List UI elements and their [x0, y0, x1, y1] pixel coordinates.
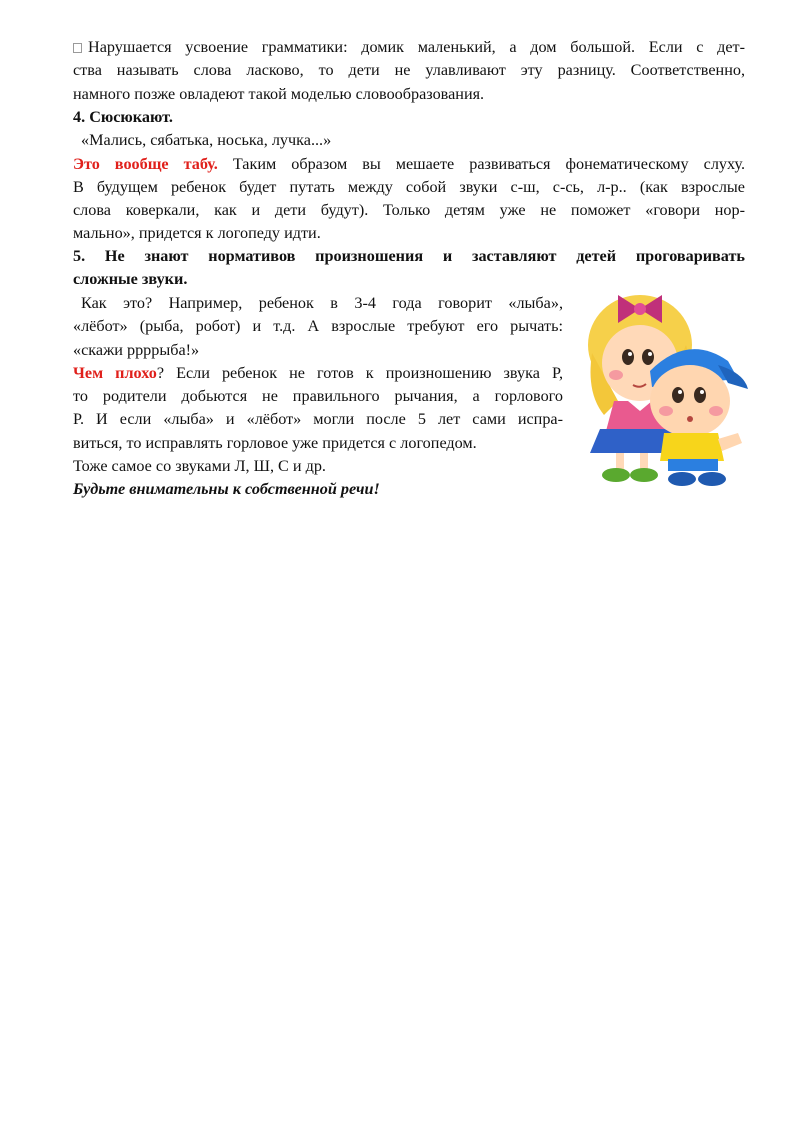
closing-note: Будьте внимательны к собственной речи! [73, 480, 380, 499]
grammar-paragraph [73, 36, 745, 106]
section-5-q-line-3: Р. И если «лыба» и «лёбот» могли после 5 лет сами испра- [73, 410, 563, 429]
section-5-heading-line-2: сложные звуки. [73, 270, 188, 289]
bullet-box-icon [73, 43, 82, 53]
section-5-line-1: Как это? Например, ребенок в 3-4 года говорит «лыба», [81, 294, 563, 312]
section-5-q-line-2: то родители добьются не правильного рычания, а горлового [73, 387, 563, 406]
grammar-line-1: Нарушается усвоение грамматики: домик маленький, а дом большой. Если с дет- [73, 36, 745, 59]
section-5-line-2: «лёбот» (рыба, робот) и т.д. А взрослые требуют его рычать: [73, 317, 563, 336]
section-5-q-line-1: Чем плохо? Если ребенок не готов к произношению звука Р, [73, 363, 563, 382]
section-5-q-line-4: виться, то исправлять горловое уже придется с логопедом. [73, 433, 477, 452]
grammar-line-3: намного позже овладеют такой моделью словообразования. [73, 84, 485, 103]
section-5-line-3: «скажи ррррыба!» [73, 340, 200, 359]
section-4-heading: 4. Сюсюкают. [73, 108, 173, 126]
section-4-line-4: мально», придется к логопеду идти. [73, 224, 321, 243]
section-5-lead: Чем плохо [73, 363, 157, 382]
section-4-line-1: Это вообще табу. Таким образом вы мешаете развиваться фонематическому слуху. [73, 154, 745, 173]
grammar-line-2: ства называть слова ласково, то дети не улавливают эту разницу. Соответственно, [73, 61, 745, 80]
cartoon-girl-and-boy-icon [578, 283, 748, 488]
section-4-line-3: слова коверкали, как и дети будут). Только детям уже не поможет «говори нор- [73, 201, 745, 220]
section-4-example: «Мались, сябатька, носька, лучка...» [81, 131, 332, 150]
section-4-line-2: В будущем ребенок будет путать между собой звуки с-ш, с-сь, л-р.. (как взрослые [73, 177, 745, 196]
section-5-heading-line-1: 5. Не знают нормативов произношения и заставляют детей проговаривать [73, 247, 745, 265]
section-4 [73, 106, 745, 246]
section-5-body [73, 292, 563, 502]
section-4-lead: Это вообще табу. [73, 154, 218, 173]
section-5-also: Тоже самое со звуками Л, Ш, С и др. [73, 457, 326, 476]
